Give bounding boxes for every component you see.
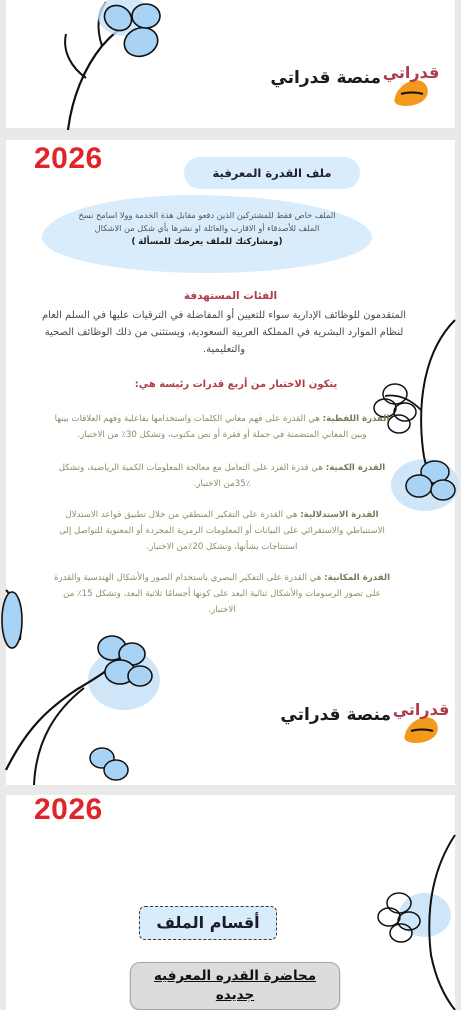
notice-line: الملف للأصدقاء أو الاقارب والعائلة او نشرها بأي شكل من الاشكال xyxy=(94,223,320,233)
ability-text: على تصور الرسومات والأشكال ثنائية البعد على كونها أجسامًا ثلاثية البعد، وتشكل 15٪ من xyxy=(63,589,381,599)
notice-line: الملف خاص فقط للمشتركين الذين دفعو مقابل هذة الخدمة وولا اسامح نسخ xyxy=(78,210,336,220)
lecture-button[interactable] xyxy=(130,962,340,1010)
target-line: المتقدمون للوظائف الإدارية سواء للتعيين أو المفاضلة في الترقيات عليها في السلم العام xyxy=(41,310,407,321)
brand-name: منصة قدراتي xyxy=(270,68,381,88)
brand-logo xyxy=(392,685,450,745)
page-1 xyxy=(6,0,455,128)
target-body xyxy=(24,307,424,358)
ability-text: الاستنباطي والاستقرائي على البيانات أو المعلومات الرمزية المجردة أو المعنوية للتواصل إلى xyxy=(59,526,385,536)
ability-text: وبين المعاني المتضمنة في جملة أو فقرة أو نص مكتوب، وتشكل 30٪ من الاختبار. xyxy=(77,430,367,440)
ability-spatial xyxy=(22,570,422,618)
brand-logo-text: قدراتي xyxy=(382,63,440,82)
page-2 xyxy=(6,140,455,785)
title-pill: ملف القدرة المعرفية xyxy=(184,157,360,189)
ability-text: 35٪من الاختبار. xyxy=(193,479,251,489)
ability-name: القدرة الكمية: xyxy=(325,463,386,473)
notice-blob xyxy=(42,195,372,273)
ability-name: القدرة الاستدلالية: xyxy=(300,510,379,520)
ability-verbal xyxy=(22,411,422,443)
ability-name: القدرة اللفظية: xyxy=(322,414,390,424)
brand-logo-text: قدراتي xyxy=(392,700,450,719)
ability-text: هي القدرة على التفكير البصري باستخدام الصور والأشكال الهندسية والقدرة xyxy=(53,573,322,583)
floral-decoration-right xyxy=(365,825,455,1010)
ability-text: هي قدرة الفرد على التعامل مع معالجة المعلومات الكمية الرياضية، وتشكل xyxy=(58,463,324,473)
ability-text: هي القدرة على فهم معاني الكلمات واستخدامها بفاعلية وفهم العلاقات بينها xyxy=(54,414,320,424)
notice-warning: (ومشاركتك للملف يعرضك للمسألة ) xyxy=(131,237,283,247)
ability-text: الاختبار. xyxy=(208,605,236,615)
page-3 xyxy=(6,795,455,1010)
year-label: 2026 xyxy=(34,142,103,175)
brand-lockup xyxy=(280,685,450,745)
brand-lockup xyxy=(270,48,440,108)
ability-name: القدرة المكانية: xyxy=(324,573,391,583)
target-heading: الفئات المستهدفة xyxy=(183,290,278,302)
lecture-label: جديده xyxy=(215,987,255,1003)
ability-quantitative xyxy=(22,460,422,492)
ability-text: هي القدرة على التفكير المنطقي من خلال تطبيق قواعد الاستدلال xyxy=(65,510,298,520)
brand-logo xyxy=(382,48,440,108)
abilities-heading: يتكون الاختبار من أربع قدرات رئيسة هي: xyxy=(134,379,338,390)
ability-text: استنتاجات بشأنها، وتشكل 20٪من الاختبار. xyxy=(146,542,298,552)
target-line: والتعليمية. xyxy=(202,344,246,355)
floral-decoration xyxy=(6,0,206,130)
ability-reasoning xyxy=(22,507,422,555)
lecture-label: محاضرة القدره المعرفيه xyxy=(153,968,317,984)
target-line: لنظام الموارد البشرية في المملكة العربية السعودية، ويستثنى من ذلك الوظائف الصحية xyxy=(44,327,404,338)
sections-title: أقسام الملف xyxy=(139,906,277,940)
year-label: 2026 xyxy=(34,793,103,826)
brand-name: منصة قدراتي xyxy=(280,705,391,725)
